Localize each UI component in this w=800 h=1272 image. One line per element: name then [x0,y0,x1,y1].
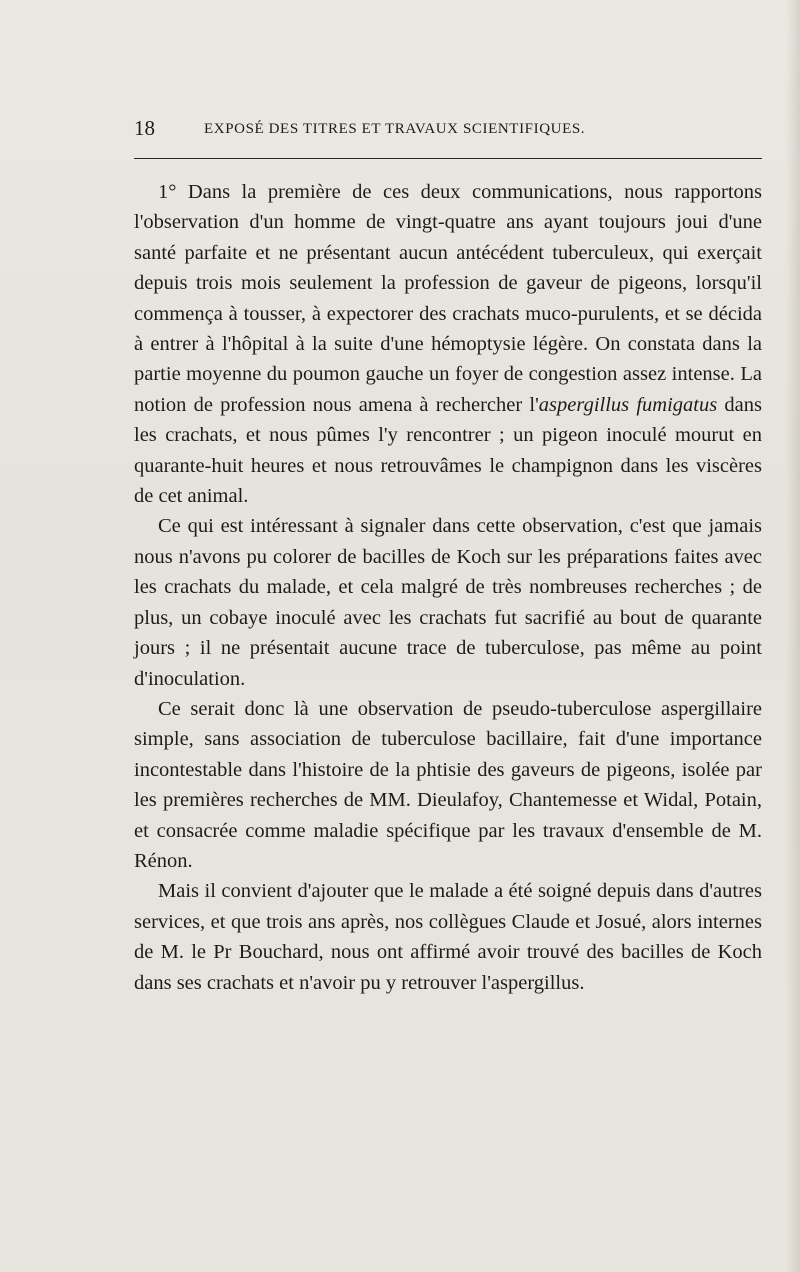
page-edge-shadow [786,0,800,1272]
paragraph-1-text-a: 1° Dans la première de ces deux communications, nous rapportons l'observation d'un homme de vingt-quatre ans ayant toujours joui d'une santé parfaite et ne présentant aucun antécédent tuberculeux, qui exerçait depuis trois mois seulement la profession de gaveur de pigeons, lorsqu'il commença à tousser, à expectorer des crachats muco-purulents, et se décida à entrer à l'hôpital à la suite d'une hémoptysie légère. On constata dans la partie moyenne du poumon gauche un foyer de congestion assez intense. La notion de profession nous amena à rechercher l' [134,181,762,416]
running-title: EXPOSÉ DES TITRES ET TRAVAUX SCIENTIFIQUES. [204,121,586,137]
page-header [134,114,764,144]
body-text [134,177,762,998]
species-name-italic: aspergillus fumigatus [538,393,718,416]
paragraph-3: Ce serait donc là une observation de pseudo-tuberculose aspergillaire simple, sans association de tuberculose bacillaire, fait d'une importance incontestable dans l'histoire de la phtisie des gaveurs de pigeons, isolée par les premières recherches de MM. Dieulafoy, Chantemesse et Widal, Potain, et consacrée comme maladie spécifique par les travaux d'ensemble de M. Rénon. [134,697,762,872]
paragraph-2: Ce qui est intéressant à signaler dans cette observation, c'est que jamais nous n'avons pu colorer de bacilles de Koch sur les préparations faites avec les crachats du malade, et cela malgré de très nombreuses recherches ; de plus, un cobaye inoculé avec les crachats fut sacrifié au bout de quarante jours ; il ne présentait aucune trace de tuberculose, pas même au point d'inoculation. [134,515,762,690]
paragraph-1 [134,177,762,511]
paragraph-1-text-b: dans les crachats, et nous pûmes l'y rencontrer ; un pigeon inoculé mourut en quarante-huit heures et nous retrouvâmes le champignon dans les viscères de cet animal. [134,393,763,508]
header-rule [134,158,762,159]
paragraph-4: Mais il convient d'ajouter que le malade a été soigné depuis dans d'autres services, et que trois ans après, nos collègues Claude et Josué, alors internes de M. le Pr Bouchard, nous ont affirmé avoir trouvé des bacilles de Koch dans ses crachats et n'avoir pu y retrouver l'aspergillus. [134,880,762,994]
page-number: 18 [134,116,155,140]
